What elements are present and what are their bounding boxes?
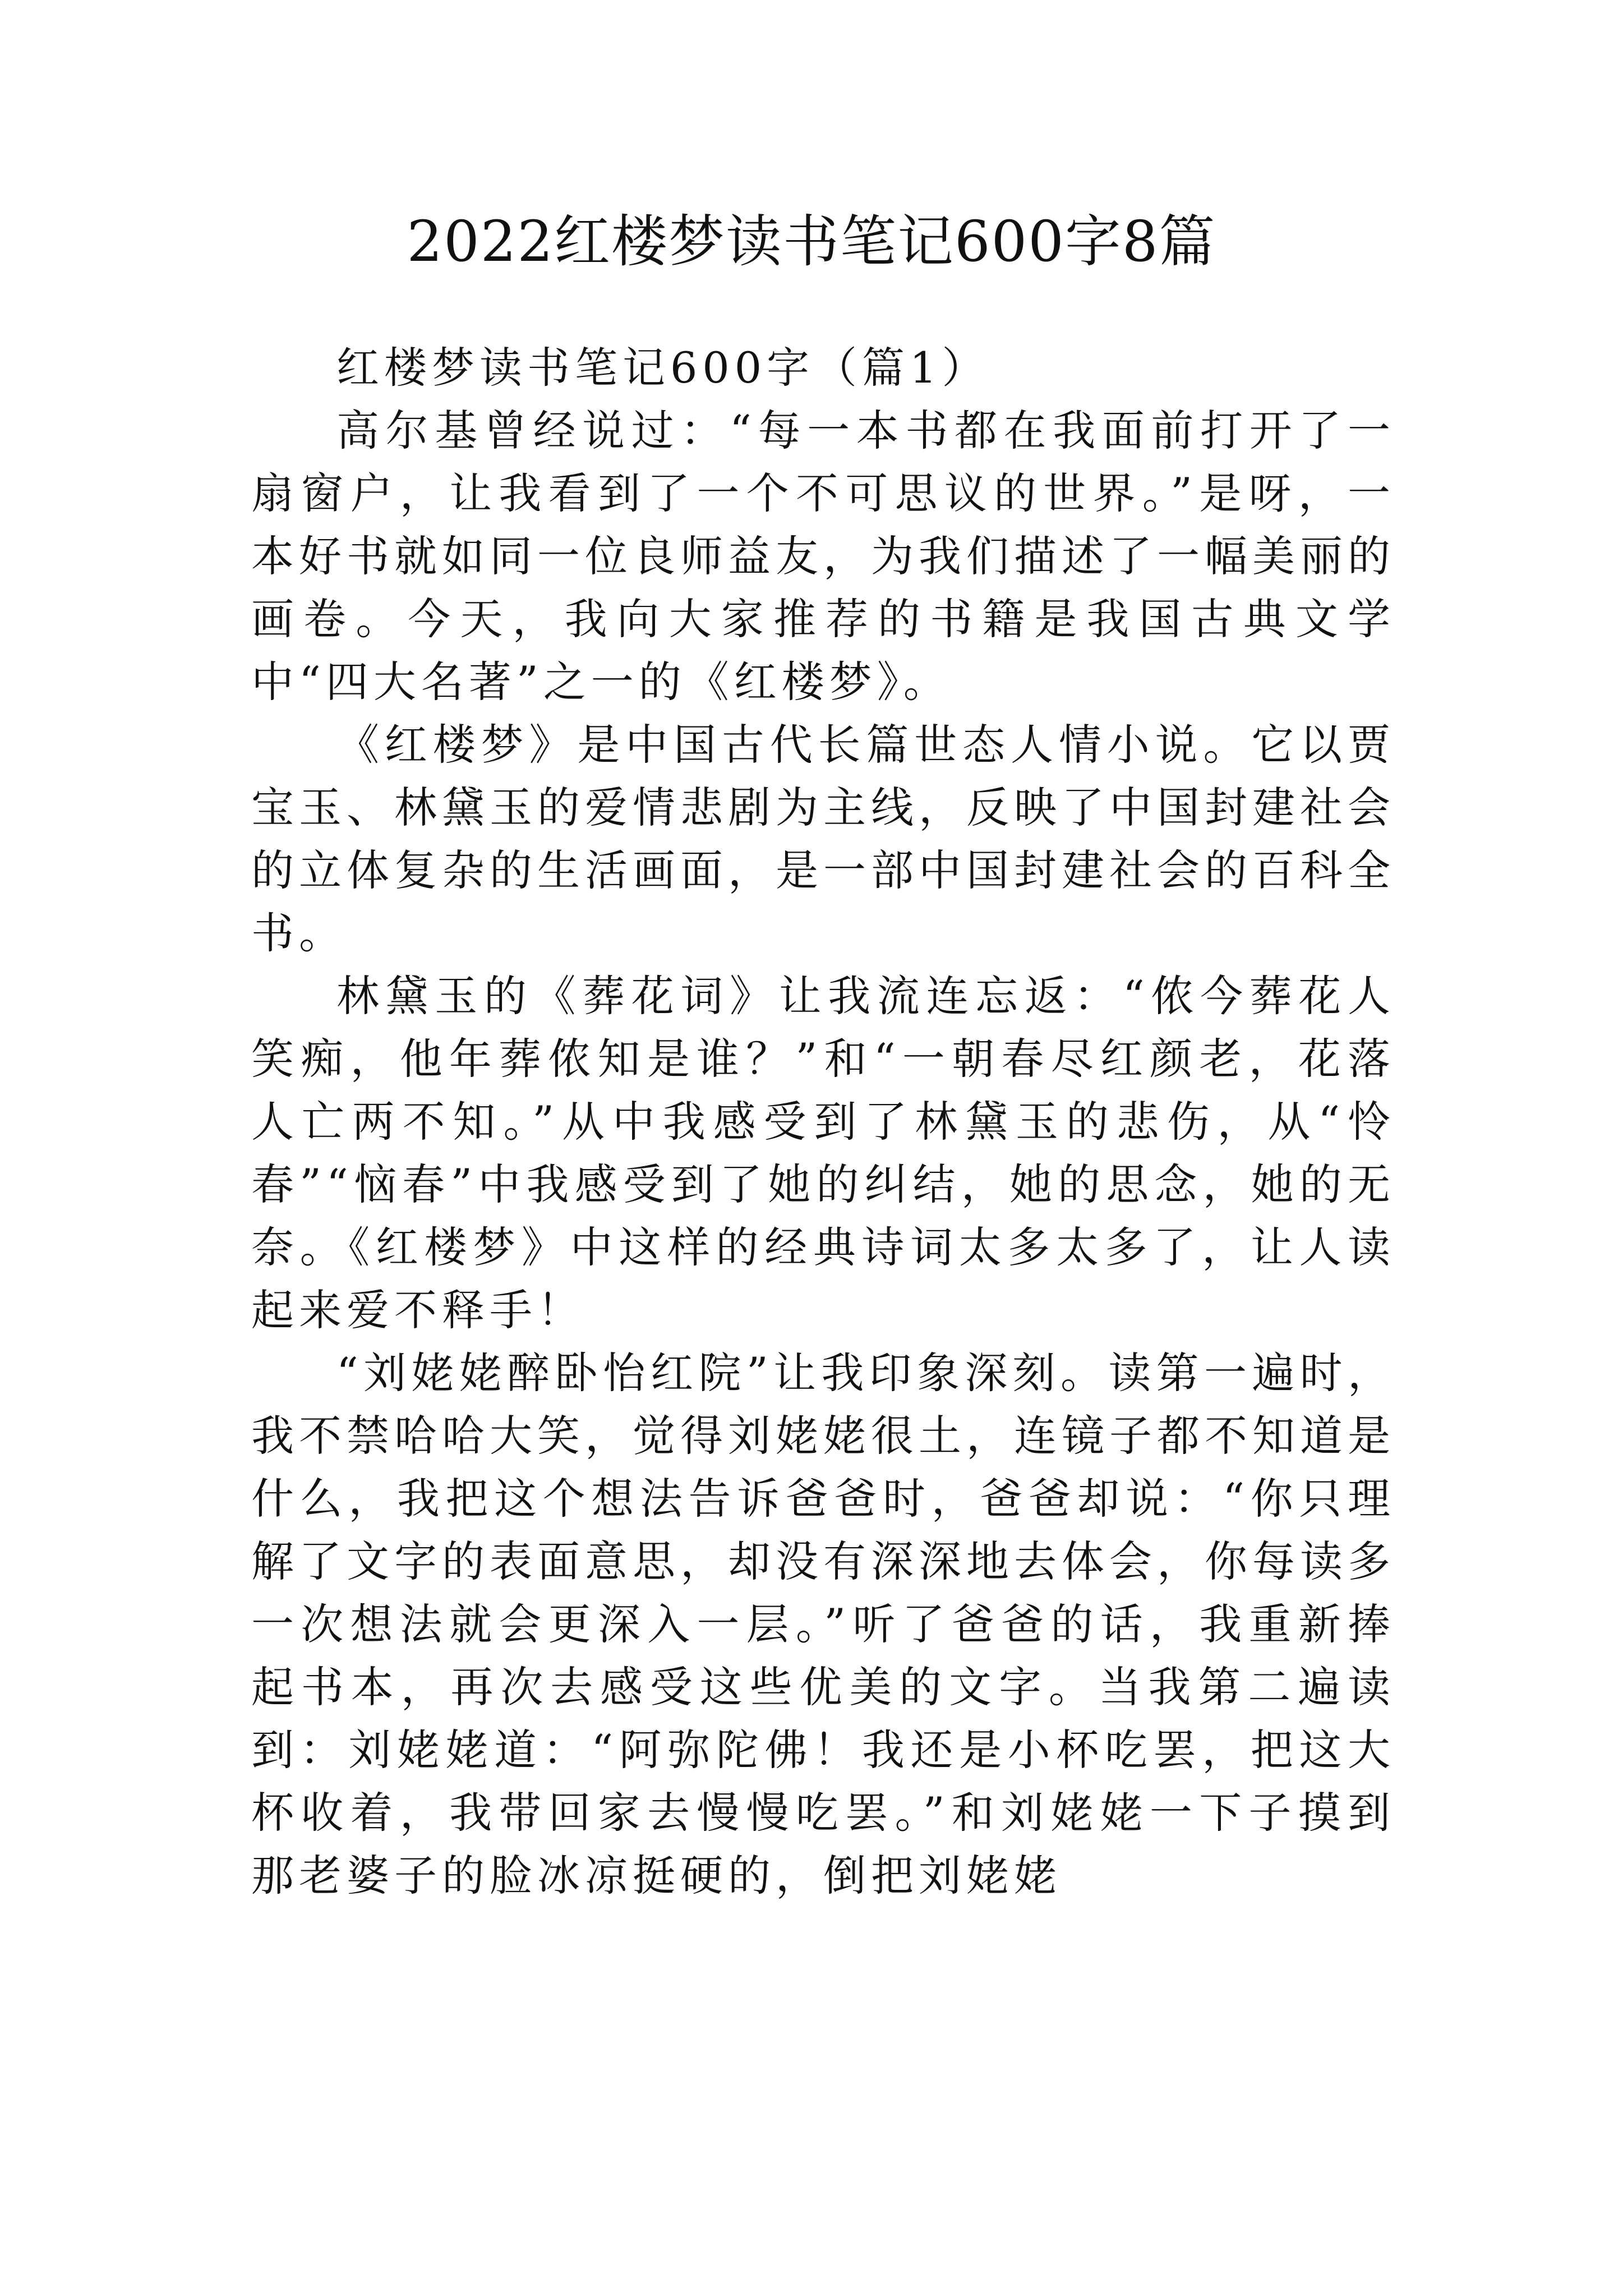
document-body	[251, 337, 1395, 1907]
paragraph: 高尔基曾经说过：“每一本书都在我面前打开了一扇窗户，让我看到了一个不可思议的世界。”是呀，一本好书就如同一位良师益友，为我们描述了一幅美丽的画卷。今天，我向大家推荐的书籍是我国古典文学中“四大名著”之一的《红楼梦》。	[251, 406, 1395, 707]
section-heading: 红楼梦读书笔记600字（篇1）	[336, 343, 990, 393]
paragraph: 林黛玉的《葬花词》让我流连忘返：“侬今葬花人笑痴，他年葬侬知是谁？”和“一朝春尽红颜老，花落人亡两不知。”从中我感受到了林黛玉的悲伤，从“怜春”“恼春”中我感受到了她的纠结，她的思念，她的无奈。《红楼梦》中这样的经典诗词太多太多了，让人读起来爱不释手！	[251, 971, 1395, 1335]
paragraph: “刘姥姥醉卧怡红院”让我印象深刻。读第一遍时，我不禁哈哈大笑，觉得刘姥姥很土，连镜子都不知道是什么，我把这个想法告诉爸爸时，爸爸却说：“你只理解了文字的表面意思，却没有深深地去体会，你每读多一次想法就会更深入一层。”听了爸爸的话，我重新捧起书本，再次去感受这些优美的文字。当我第二遍读到：刘姥姥道：“阿弥陀佛！我还是小杯吃罢，把这大杯收着，我带回家去慢慢吃罢。”和刘姥姥一下子摸到那老婆子的脸冰凉挺硬的，倒把刘姥姥	[251, 1348, 1395, 1901]
document-title: 2022红楼梦读书笔记600字8篇	[407, 209, 1216, 274]
paragraph: 《红楼梦》是中国古代长篇世态人情小说。它以贾宝玉、林黛玉的爱情悲剧为主线，反映了中国封建社会的立体复杂的生活画面，是一部中国封建社会的百科全书。	[251, 720, 1395, 958]
